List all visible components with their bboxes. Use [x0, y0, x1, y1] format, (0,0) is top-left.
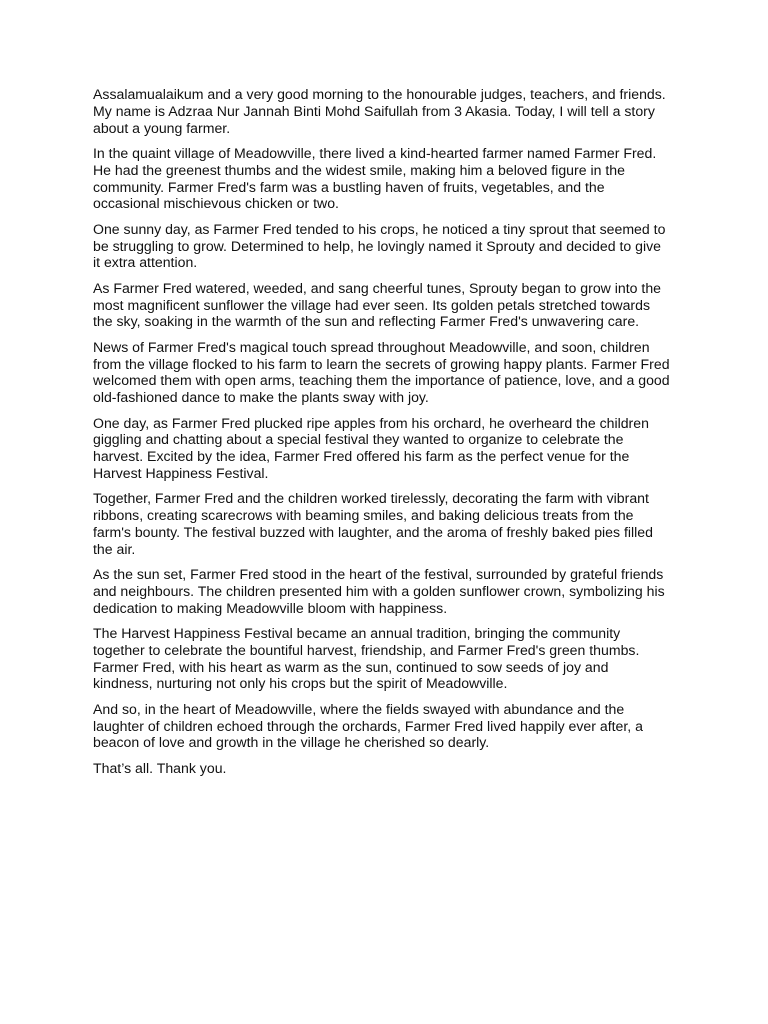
document-page — [93, 86, 683, 785]
paragraph-ending: And so, in the heart of Meadowville, where the fields swayed with abundance and the laughter of children echoed through the orchards, Farmer Fred lived happily ever after, a beacon of love and growth in the village he cherished so dearly. — [93, 700, 643, 751]
paragraph-sprout: One sunny day, as Farmer Fred tended to his crops, he noticed a tiny sprout that seemed to be struggling to grow. Determined to help, he lovingly named it Sprouty and decided to give it extra attention. — [93, 220, 666, 271]
paragraph-introduction: In the quaint village of Meadowville, there lived a kind-hearted farmer named Farmer Fred. He had the greenest thumbs and the widest smile, making him a beloved figure in the community. Farmer Fred's farm was a bustling haven of fruits, vegetables, and the occasional mischievous chicken or two. — [93, 144, 657, 212]
paragraph-children: News of Farmer Fred's magical touch spread throughout Meadowville, and soon, children from the village flocked to his farm to learn the secrets of growing happy plants. Farmer Fred welcomed them with open arms, teaching them the importance of patience, love, and a good old-fashioned dance to make the plants sway with joy. — [93, 338, 670, 406]
paragraph-festival-idea: One day, as Farmer Fred plucked ripe apples from his orchard, he overheard the children giggling and chatting about a special festival they wanted to organize to celebrate the harvest. Excited by the idea, Farmer Fred offered his farm as the perfect venue for the Harvest Happiness Festival. — [93, 414, 649, 481]
paragraph-tradition: The Harvest Happiness Festival became an annual tradition, bringing the community together to celebrate the bountiful harvest, friendship, and Farmer Fred's green thumbs. Farmer Fred, with his heart as warm as the sun, continued to sow seeds of joy and kindness, nurturing not only his crops but the spirit of Meadowville. — [93, 625, 640, 692]
paragraph-closing: That’s all. Thank you. — [93, 759, 227, 776]
paragraph-preparation: Together, Farmer Fred and the children worked tirelessly, decorating the farm with vibrant ribbons, creating scarecrows with beaming smiles, and baking delicious treats from the farm's bounty. The festival buzzed with laughter, and the aroma of freshly baked pies filled the air. — [93, 490, 653, 557]
paragraph-greeting: Assalamualaikum and a very good morning to the honourable judges, teachers, and friends. My name is Adzraa Nur Jannah Binti Mohd Saifullah from 3 Akasia. Today, I will tell a story about a young farmer. — [93, 86, 666, 136]
paragraph-sunset: As the sun set, Farmer Fred stood in the heart of the festival, surrounded by grateful friends and neighbours. The children presented him with a golden sunflower crown, symbolizing his dedication to making Meadowville bloom with happiness. — [93, 566, 665, 616]
paragraph-sunflower: As Farmer Fred watered, weeded, and sang cheerful tunes, Sprouty began to grow into the most magnificent sunflower the village had ever seen. Its golden petals stretched towards the sky, soaking in the warmth of the sun and reflecting Farmer Fred's unwavering care. — [93, 279, 661, 330]
